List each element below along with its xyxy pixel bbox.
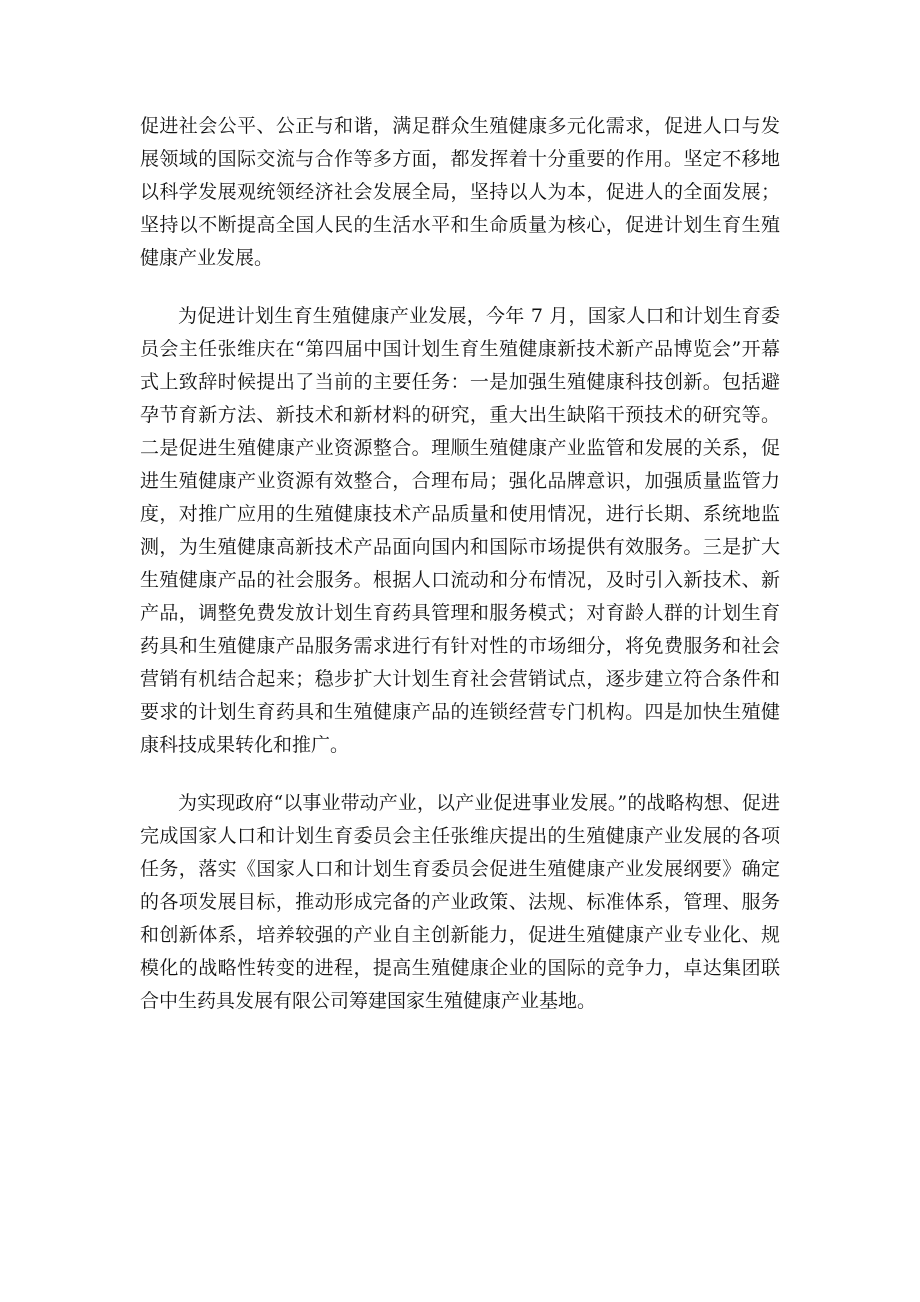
paragraph-main-tasks: 为促进计划生育生殖健康产业发展，今年 7 月，国家人口和计划生育委员会主任张维庆在“第四届中国计划生育生殖健康新技术新产品博览会”开幕式上致辞时候提出了当前的主要任务：一是加强生殖健康科技创新。包括避孕节育新方法、新技术和新材料的研究，重大出生缺陷干预技术的研究等。二是促进生殖健康产业资源整合。理顺生殖健康产业监管和发展的关系，促进生殖健康产业资源有效整合，合理布局；强化品牌意识，加强质量监管力度，对推广应用的生殖健康技术产品质量和使用情况，进行长期、系统地监测，为生殖健康高新技术产品面向国内和国际市场提供有效服务。三是扩大生殖健康产品的社会服务。根据人口流动和分布情况，及时引入新技术、新产品，调整免费发放计划生育药具管理和服务模式；对育龄人群的计划生育药具和生殖健康产品服务需求进行有针对性的市场细分，将免费服务和社会营销有机结合起来；稳步扩大计划生育社会营销试点，逐步建立符合条件和要求的计划生育药具和生殖健康产品的连锁经营专门机构。四是加快生殖健康科技成果转化和推广。	[140, 305, 780, 756]
paragraph-industry-base: 为实现政府“以事业带动产业，以产业促进事业发展。”的战略构想、促进完成国家人口和计划生育委员会主任张维庆提出的生殖健康产业发展的各项任务，落实《国家人口和计划生育委员会促进生殖健康产业发展纲要》确定的各项发展目标，推动形成完备的产业政策、法规、标准体系，管理、服务和创新体系，培养较强的产业自主创新能力，促进生殖健康产业专业化、规模化的战略性转变的进程，提高生殖健康企业的国际的竞争力，卓达集团联合中生药具发展有限公司筹建国家生殖健康产业基地。	[140, 792, 780, 1012]
paragraph-continuation: 促进社会公平、公正与和谐，满足群众生殖健康多元化需求，促进人口与发展领域的国际交流与合作等多方面，都发挥着十分重要的作用。坚定不移地以科学发展观统领经济社会发展全局，坚持以人为本，促进人的全面发展；坚持以不断提高全国人民的生活水平和生命质量为核心，促进计划生育生殖健康产业发展。	[140, 115, 780, 269]
document-body	[140, 110, 780, 1043]
